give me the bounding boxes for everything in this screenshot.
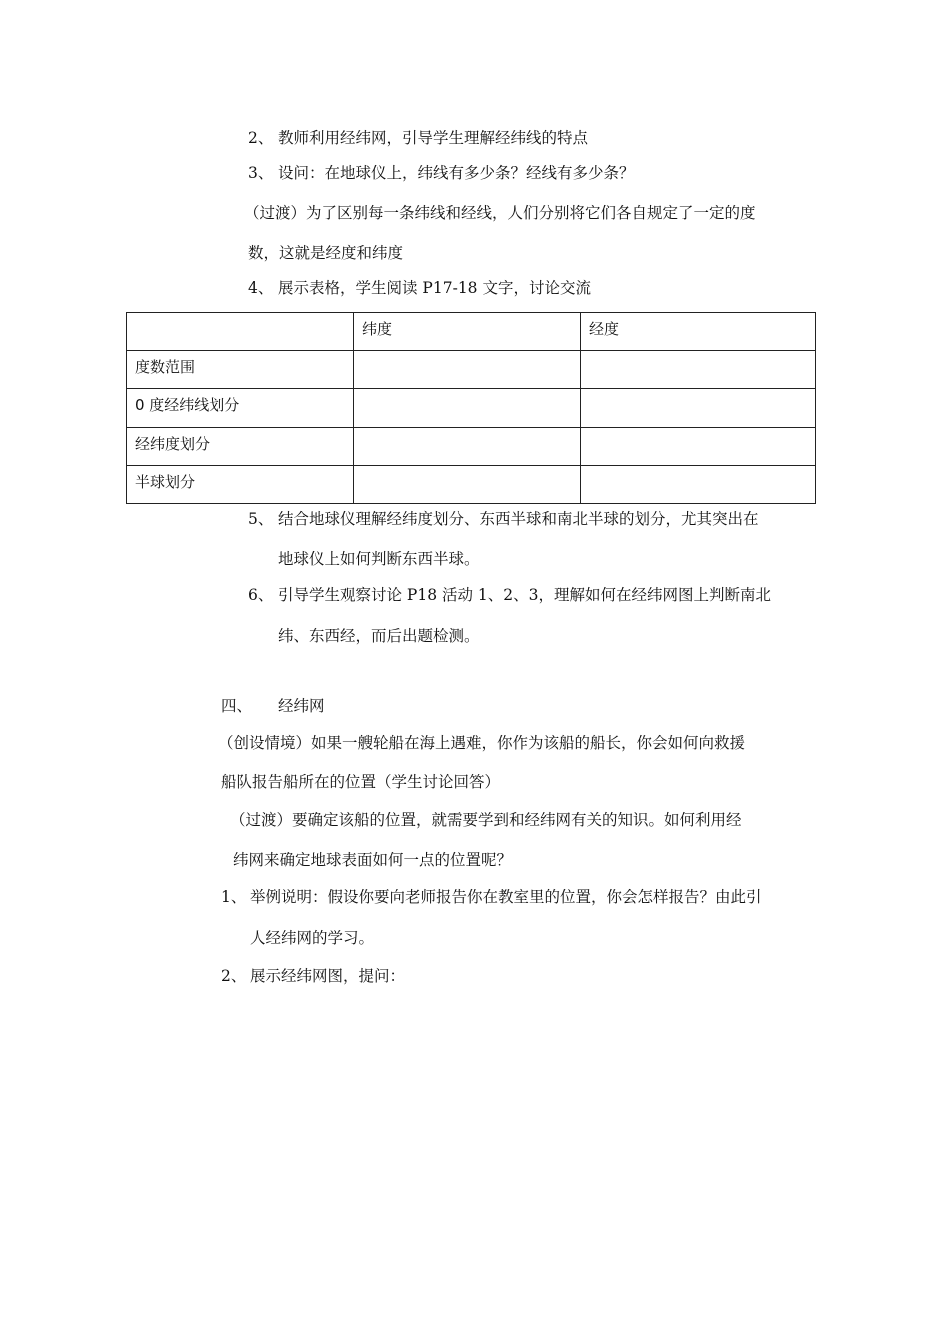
list-item-text: 结合地球仪理解经纬度划分、东西半球和南北半球的划分，尤其突出在 [278, 510, 759, 528]
list-item-text: 举例说明：假设你要向老师报告你在教室里的位置，你会怎样报告？由此引 [250, 888, 762, 906]
section-number: 四、 [221, 697, 253, 715]
table-row [127, 351, 816, 389]
table-row [127, 427, 816, 465]
scenario-paragraph-line: （创设情境）如果一艘轮船在海上遇难，你作为该船的船长，你会如何向救援 [218, 734, 746, 752]
transition-paragraph-line: 数，这就是经度和纬度 [248, 244, 404, 262]
transition-paragraph-line: （过渡）要确定该船的位置，就需要学到和经纬网有关的知识。如何利用经 [230, 811, 742, 829]
table-row-label: 度数范围 [127, 351, 354, 389]
transition-paragraph-line: （过渡）为了区别每一条纬线和经线，人们分别将它们各自规定了一定的度 [244, 204, 756, 222]
list-number: 6、 [248, 586, 274, 604]
table-row-label: 0 度经纬线划分 [127, 389, 354, 427]
table-header-row [127, 313, 816, 351]
table-header-cell [127, 313, 354, 351]
table-cell [354, 427, 581, 465]
table-cell [581, 465, 816, 503]
list-item-text: 人经纬网的学习。 [250, 929, 375, 947]
table-row-label: 经纬度划分 [127, 427, 354, 465]
list-item-text: 展示表格，学生阅读 P17-18 文字，讨论交流 [278, 279, 591, 297]
latitude-longitude-table [126, 312, 816, 504]
list-number: 5、 [248, 510, 274, 528]
transition-paragraph-line: 纬网来确定地球表面如何一点的位置呢？ [233, 851, 513, 869]
list-item-text: 展示经纬网图，提问： [250, 967, 406, 985]
table-row [127, 389, 816, 427]
list-item-text: 地球仪上如何判断东西半球。 [278, 550, 480, 568]
section-heading: 经纬网 [278, 697, 325, 715]
table-cell [354, 465, 581, 503]
table-cell [354, 389, 581, 427]
list-number: 1、 [221, 888, 247, 906]
list-item-text: 纬、东西经，而后出题检测。 [278, 627, 480, 645]
scenario-paragraph-line: 船队报告船所在的位置（学生讨论回答） [221, 773, 501, 791]
table-cell [581, 351, 816, 389]
table-cell [581, 389, 816, 427]
list-item-text: 设问：在地球仪上，纬线有多少条？经线有多少条？ [278, 164, 635, 182]
list-number: 3、 [248, 164, 274, 182]
list-item-text: 教师利用经纬网，引导学生理解经纬线的特点 [278, 129, 589, 147]
list-number: 2、 [248, 129, 274, 147]
table-row-label: 半球划分 [127, 465, 354, 503]
list-item-text: 引导学生观察讨论 P18 活动 1、2、3，理解如何在经纬网图上判断南北 [278, 586, 772, 604]
table-cell [581, 427, 816, 465]
list-number: 2、 [221, 967, 247, 985]
table-cell [354, 351, 581, 389]
table-row [127, 465, 816, 503]
list-number: 4、 [248, 279, 274, 297]
table-header-cell: 经度 [581, 313, 816, 351]
table-header-cell: 纬度 [354, 313, 581, 351]
